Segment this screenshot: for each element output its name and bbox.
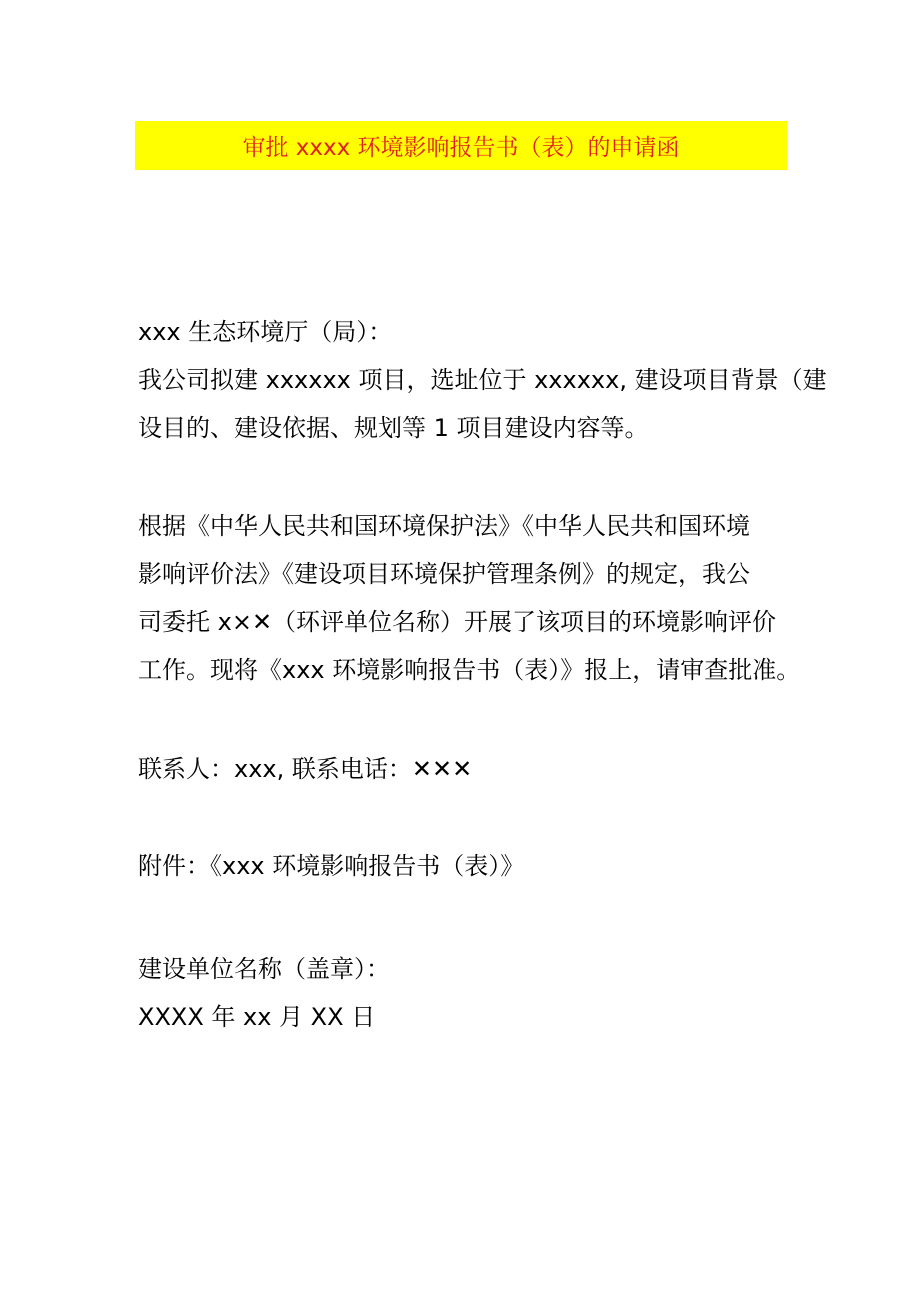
- attachment-line: 附件：《xxx 环境影响报告书（表）》: [138, 852, 525, 880]
- paragraph-2-line-3: 司委托 x×✕（环评单位名称）开展了该项目的环境影响评价: [138, 608, 777, 636]
- paragraph-2-line-2: 影响评价法》《建设项目环境保护管理条例》的规定，我公: [138, 560, 750, 588]
- document-title: 审批 xxxx 环境影响报告书（表）的申请函: [242, 135, 680, 161]
- signature-block: [138, 945, 798, 1041]
- signature-label: 建设单位名称（盖章）：: [138, 955, 390, 983]
- paragraph-2-line-4: 工作。现将《xxx 环境影响报告书（表）》报上，请审查批准。: [138, 656, 801, 684]
- paragraph-1-line-1: 我公司拟建 xxxxxx 项目，选址位于 xxxxxx, 建设项目背景（建: [138, 366, 827, 394]
- salutation: xxx 生态环境厅（局）：: [138, 318, 393, 346]
- paragraph-1-line-2: 设目的、建设依据、规划等 1 项目建设内容等。: [138, 414, 649, 442]
- attachment-block: [138, 842, 798, 890]
- salutation-block: [138, 308, 827, 452]
- paragraph-2: [138, 502, 801, 694]
- contact-block: [138, 745, 798, 793]
- paragraph-2-line-1: 根据《中华人民共和国环境保护法》《中华人民共和国环境: [138, 512, 750, 540]
- date-line: XXXX 年 xx 月 XX 日: [138, 1003, 376, 1031]
- document-title-banner: [135, 121, 787, 170]
- contact-line: 联系人：xxx, 联系电话：✕✕✕: [138, 755, 473, 783]
